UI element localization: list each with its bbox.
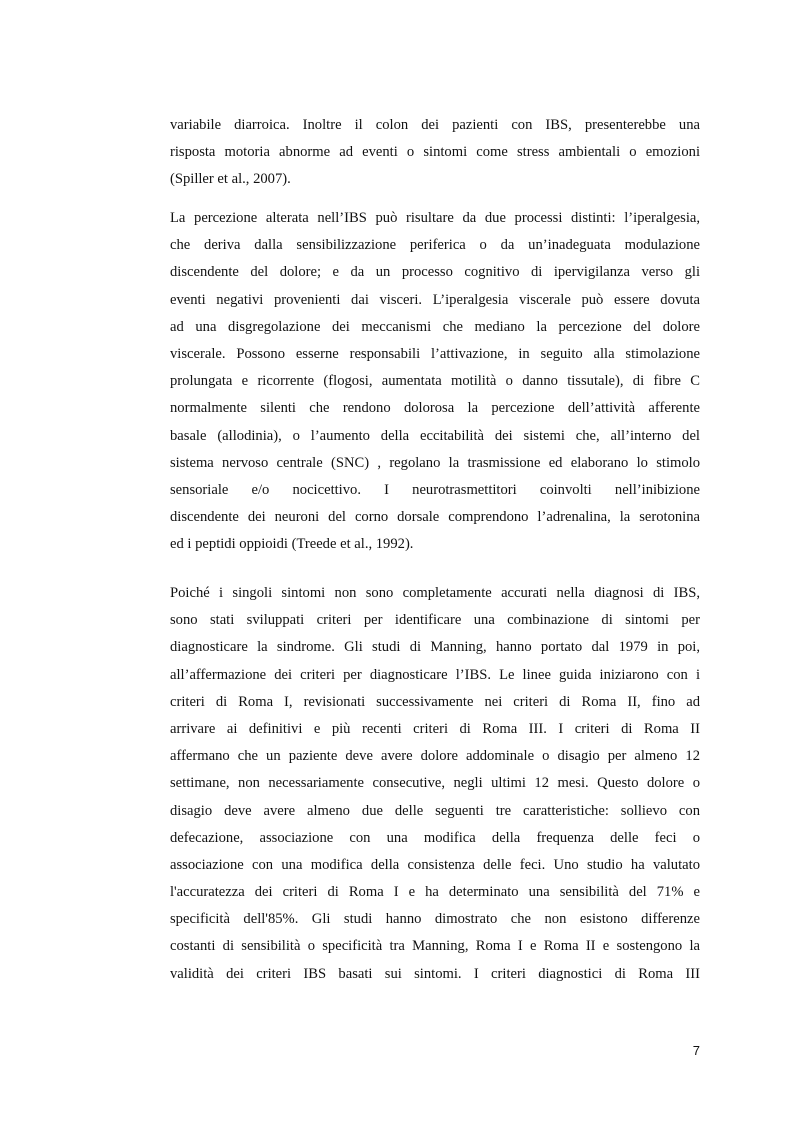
text-line: prolungata e ricorrente (flogosi, aumentata motilità o danno tissutale), di fibre C <box>170 373 700 390</box>
paragraph-2 <box>170 205 700 558</box>
text-line: discendente dei neuroni del corno dorsale comprendono l’adrenalina, la serotonina <box>170 509 700 526</box>
text-line: costanti di sensibilità o specificità tra Manning, Roma I e Roma II e sostengono la <box>170 938 700 955</box>
text-line: sono stati sviluppati criteri per identificare una combinazione di sintomi per <box>170 612 700 629</box>
text-line: specificità dell'85%. Gli studi hanno dimostrato che non esistono differenze <box>170 911 700 928</box>
text-line: Poiché i singoli sintomi non sono completamente accurati nella diagnosi di IBS, <box>170 585 700 601</box>
text-line: l'accuratezza dei criteri di Roma I e ha determinato una sensibilità del 71% e <box>170 884 700 901</box>
text-line: (Spiller et al., 2007). <box>170 171 291 188</box>
text-line: arrivare ai definitivi e più recenti criteri di Roma III. I criteri di Roma II <box>170 720 700 737</box>
text-line: sistema nervoso centrale (SNC) , regolano la trasmissione ed elaborano lo stimolo <box>170 454 700 471</box>
text-line: variabile diarroica. Inoltre il colon dei pazienti con IBS, presenterebbe una <box>170 117 700 133</box>
text-line: diagnosticare la sindrome. Gli studi di Manning, hanno portato dal 1979 in poi, <box>170 639 700 656</box>
text-line: basale (allodinia), o l’aumento della eccitabilità dei sistemi che, all’interno del <box>170 427 700 444</box>
text-line: La percezione alterata nell’IBS può risultare da due processi distinti: l’iperalgesia, <box>170 210 700 226</box>
text-line: defecazione, associazione con una modifica della frequenza delle feci o <box>170 829 700 846</box>
text-line: affermano che un paziente deve avere dolore addominale o disagio per almeno 12 <box>170 748 700 765</box>
text-line: disagio deve avere almeno due delle seguenti tre caratteristiche: sollievo con <box>170 802 700 819</box>
text-line: settimane, non necessariamente consecutive, negli ultimi 12 mesi. Questo dolore o <box>170 775 700 792</box>
text-line: che deriva dalla sensibilizzazione periferica o da un’inadeguata modulazione <box>170 237 700 254</box>
text-line: viscerale. Possono esserne responsabili l’attivazione, in seguito alla stimolazione <box>170 345 700 362</box>
text-line: normalmente silenti che rendono dolorosa la percezione dell’attività afferente <box>170 400 700 417</box>
text-line: sensoriale e/o nocicettivo. I neurotrasmettitori coinvolti nell’inibizione <box>170 481 700 498</box>
text-line: associazione con una modifica della consistenza delle feci. Uno studio ha valutato <box>170 856 700 873</box>
text-line: all’affermazione dei criteri per diagnosticare l’IBS. Le linee guida iniziarono con i <box>170 666 700 683</box>
paragraph-3 <box>170 580 700 988</box>
text-line: risposta motoria abnorme ad eventi o sintomi come stress ambientali o emozioni <box>170 144 700 161</box>
text-line: discendente del dolore; e da un processo cognitivo di ipervigilanza verso gli <box>170 264 700 281</box>
text-line: ad una disgregolazione dei meccanismi che mediano la percezione del dolore <box>170 318 700 335</box>
text-line: ed i peptidi oppioidi (Treede et al., 1992). <box>170 536 414 553</box>
text-line: validità dei criteri IBS basati sui sintomi. I criteri diagnostici di Roma III <box>170 965 700 982</box>
paragraph-1 <box>170 112 700 194</box>
text-line: eventi negativi provenienti dai visceri. L’iperalgesia viscerale può essere dovuta <box>170 291 700 308</box>
page-number: 7 <box>692 1043 700 1058</box>
text-line: criteri di Roma I, revisionati successivamente nei criteri di Roma II, fino ad <box>170 693 700 710</box>
